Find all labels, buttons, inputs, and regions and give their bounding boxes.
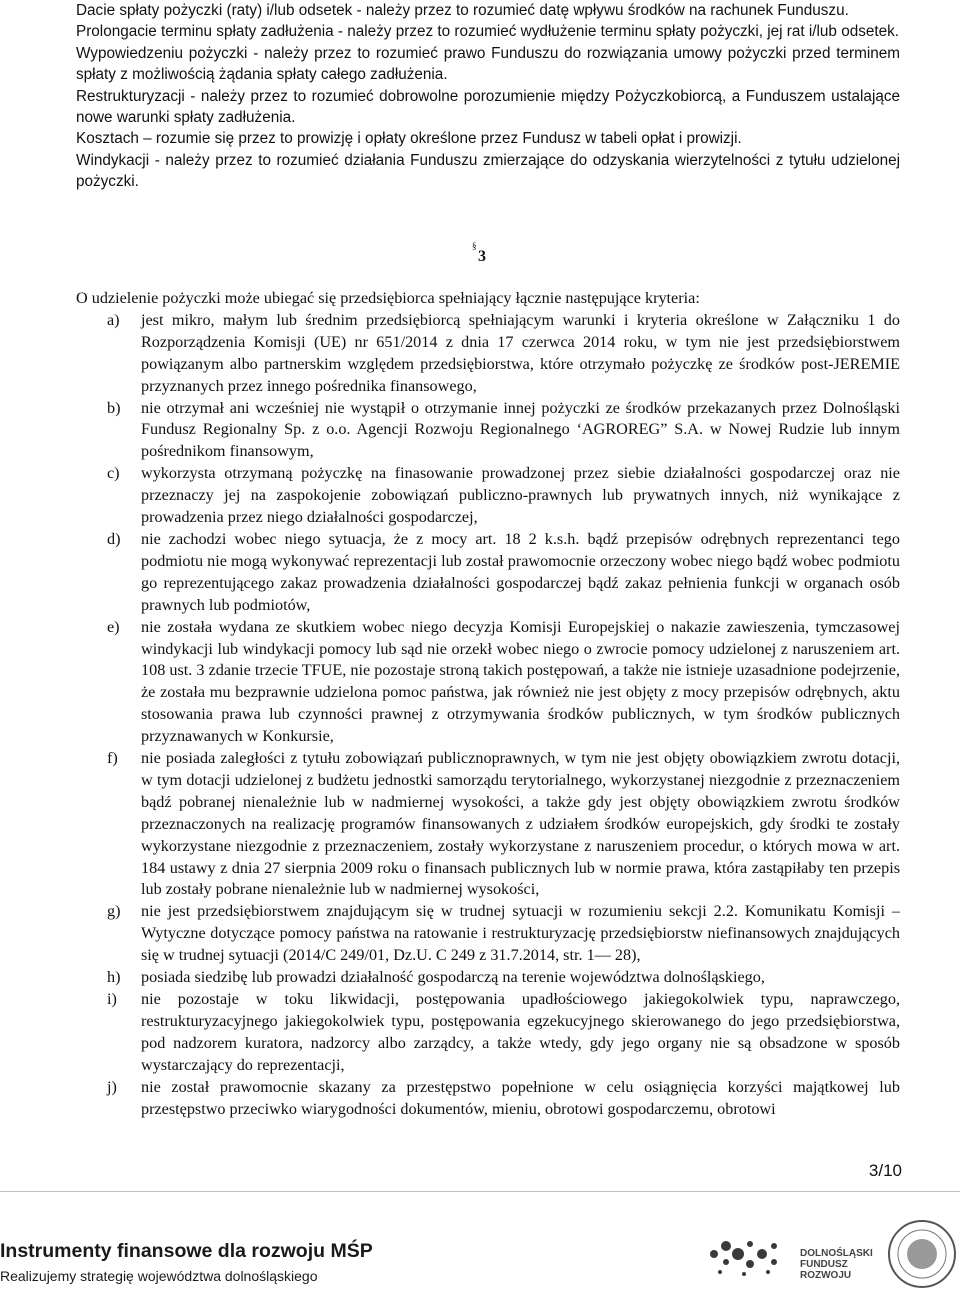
fund-logo-text: DOLNOŚLĄSKI FUNDUSZ ROZWOJU	[800, 1248, 873, 1281]
criteria-section	[76, 288, 900, 1120]
dotted-logo-icon	[710, 1241, 777, 1276]
definition-item: Kosztach – rozumie się przez to prowizję i opłaty określone przez Fundusz w tabeli opłat i prowizji.	[76, 130, 742, 148]
criteria-letter: i)	[107, 990, 117, 1008]
criteria-item	[76, 1077, 900, 1121]
criteria-text: jest mikro, małym lub średnim przedsiębiorcą spełniającym warunki i kryteria określone w Załączniku 1 do Rozporządzenia Komisji (UE) nr 651/2014 z dnia 17 czerwca 2014 roku, w tym nie jest przedsiębiorstwem powiązanym albo partnerskim względem przedsiębiorstwa, które otrzymało pożyczkę ze środków post-JEREMIE przyznanych przez innego pośrednika finansowego,	[141, 310, 900, 395]
section-number: 3	[478, 248, 486, 265]
criteria-letter: g)	[107, 902, 121, 921]
definition-item: Dacie spłaty pożyczki (raty) i/lub odsetek - należy przez to rozumieć datę wpływu środków na rachunek Funduszu.	[76, 2, 849, 19]
criteria-text: nie zachodzi wobec niego sytuacja, że z mocy art. 18 2 k.s.h. bądź przepisów odrębnych reprezentanci tego podmiotu nie mogą wykonywać reprezentacji lub został prawomocnie orzeczony wobec niego bądź wobec podmiotu go reprezentującego zakaz prowadzenia działalności gospodarczej bądź zakaz pełnienia funkcji w organach osób prawnych lub podmiotów,	[141, 529, 900, 614]
criteria-text: wykorzysta otrzymaną pożyczkę na finasowanie prowadzonej przez siebie działalności gospodarczej oraz nie przeznaczy jej na zaspokojenie zobowiązań publiczno-prawnych lub prywatnych innych, niż wynikające z prowadzenia przez niego działalności gospodarczej,	[141, 464, 900, 527]
criteria-letter: d)	[107, 529, 121, 548]
criteria-text: nie została wydana ze skutkiem wobec niego decyzja Komisji Europejskiej o nakazie zawieszenia, tymczasowej windykacji lub windykacji pomocy lub sąd nie orzekł wobec niego o zwrocie pomocy udzielonej z naruszeniem art. 108 ust. 3 zdanie trzecie TFUE, nie pozostaje stroną takich postępowań, a także nie istnieje uzasadnione podejrzenie, że została mu bezprawnie udzielona pomoc państwa, jak również nie jest objęty z mocy przepisów odrębnych, aktu stosowania prawa lub czynności prawnej z otrzymywania środków publicznych, w tym środków publicznych przyznawanych w Konkursie,	[141, 617, 900, 746]
criteria-text: nie posiada zaległości z tytułu zobowiązań publicznoprawnych, w tym nie jest objęty obowiązkiem zwrotu dotacji, w tym dotacji udzielonej z budżetu jednostki samorządu terytorialnego, wykorzystanej niezgodnie z przeznaczeniem bądź pobranej nienależnie lub w nadmiernej wysokości, a także gdy jest objęty obowiązkiem zwrotu środków przeznaczonych na realizację programów finansowanych z udziałem środków europejskich, gdy środki te zostały wykorzystane niezgodnie z przeznaczeniem, zostały wykorzystane z naruszeniem procedur, o których mowa w art. 184 ustawy z dnia 27 sierpnia 2009 roku o finansach publicznych lub w normie prawa, która zastąpiłaby ten przepis lub zostały pobrane nienależnie lub w nadmiernej wysokości,	[141, 749, 900, 899]
criteria-item	[76, 463, 900, 529]
criteria-text: nie został prawomocnie skazany za przestępstwo popełnione w celu osiągnięcia korzyści majątkowej lub przestępstwo przeciwko wiarygodności dokumentów, mieniu, obrotowi gospodarczemu, obrotowi	[141, 1077, 900, 1118]
section-heading	[472, 241, 486, 266]
criteria-text: nie pozostaje w toku likwidacji, postępowania upadłościowego jakiegokolwiek typu, naprawczego, restrukturyzacyjnego jakiegokolwiek typu, postępowania egzekucyjnego skierowanego do jego przedsiębiorstwa, pod nadzorem kuratora, nadzorcy albo zarządcy, a także wtedy, gdy jego organy nie są obsadzone w sposób wystarczający do reprezentacji,	[141, 990, 900, 1074]
criteria-letter: a)	[107, 310, 120, 329]
criteria-letter: b)	[107, 398, 121, 417]
definition-item: Restrukturyzacji - należy przez to rozumieć dobrowolne porozumienie między Pożyczkobiorcą, a Funduszem ustalające nowe warunki spłaty zadłużenia.	[76, 87, 900, 127]
criteria-text: posiada siedzibę lub prowadzi działalność gospodarczą na terenie województwa dolnośląskiego,	[141, 968, 765, 987]
criteria-item	[76, 617, 900, 748]
criteria-item	[76, 748, 900, 901]
criteria-letter: j)	[107, 1077, 117, 1096]
criteria-letter: h)	[107, 968, 121, 987]
criteria-item	[76, 989, 900, 1077]
footer-subtitle: Realizujemy strategię województwa dolnośląskiego	[0, 1268, 318, 1284]
criteria-letter: c)	[107, 464, 120, 483]
criteria-letter: f)	[107, 749, 118, 768]
footer-divider	[0, 1191, 960, 1192]
criteria-letter: e)	[107, 617, 120, 636]
criteria-item	[76, 901, 900, 967]
criteria-text: nie jest przedsiębiorstwem znajdującym się w trudnej sytuacji w rozumieniu sekcji 2.2. Komunikatu Komisji – Wytyczne dotyczące pomocy państwa na ratowanie i restrukturyzację przedsiębiorstw niefinansowych znajdujących się w trudnej sytuacji (2014/C 249/01, Dz.U. C 249 z 31.7.2014, str. 1— 28),	[141, 902, 900, 965]
criteria-item	[76, 529, 900, 617]
footer-title: Instrumenty finansowe dla rozwoju MŚP	[0, 1240, 373, 1262]
definition-item: Windykacji - należy przez to rozumieć działania Funduszu zmierzające do odzyskania wierzytelności z tytułu udzielonej pożyczki.	[76, 151, 900, 191]
eu-seal-icon	[889, 1221, 955, 1287]
definition-item: Wypowiedzeniu pożyczki - należy przez to rozumieć prawo Funduszu do rozwiązania umowy pożyczki przed terminem spłaty z możliwością żądania spłaty całego zadłużenia.	[76, 44, 900, 84]
criteria-item	[76, 310, 900, 398]
criteria-text: nie otrzymał ani wcześniej nie wystąpił o otrzymanie innej pożyczki ze środków przekazanych przez Dolnośląski Fundusz Regionalny Sp. z o.o. Agencji Rozwoju Regionalnego ‘AGROREG” S.A. w Nowej Rudzie lub innym pośrednikom finansowym,	[141, 398, 900, 461]
definition-item: Prolongacie terminu spłaty zadłużenia - należy przez to rozumieć wydłużenie terminu spłaty pożyczki, jej rat i/lub odsetek.	[76, 23, 900, 41]
criteria-item	[76, 398, 900, 464]
page-number: 3/10	[868, 1161, 902, 1180]
definitions-block	[76, 0, 900, 193]
criteria-lead: O udzielenie pożyczki może ubiegać się przedsiębiorca spełniający łącznie następujące kryteria:	[76, 289, 700, 307]
criteria-item	[76, 967, 900, 989]
section-mark: §	[472, 241, 477, 251]
criteria-list	[76, 310, 900, 1121]
